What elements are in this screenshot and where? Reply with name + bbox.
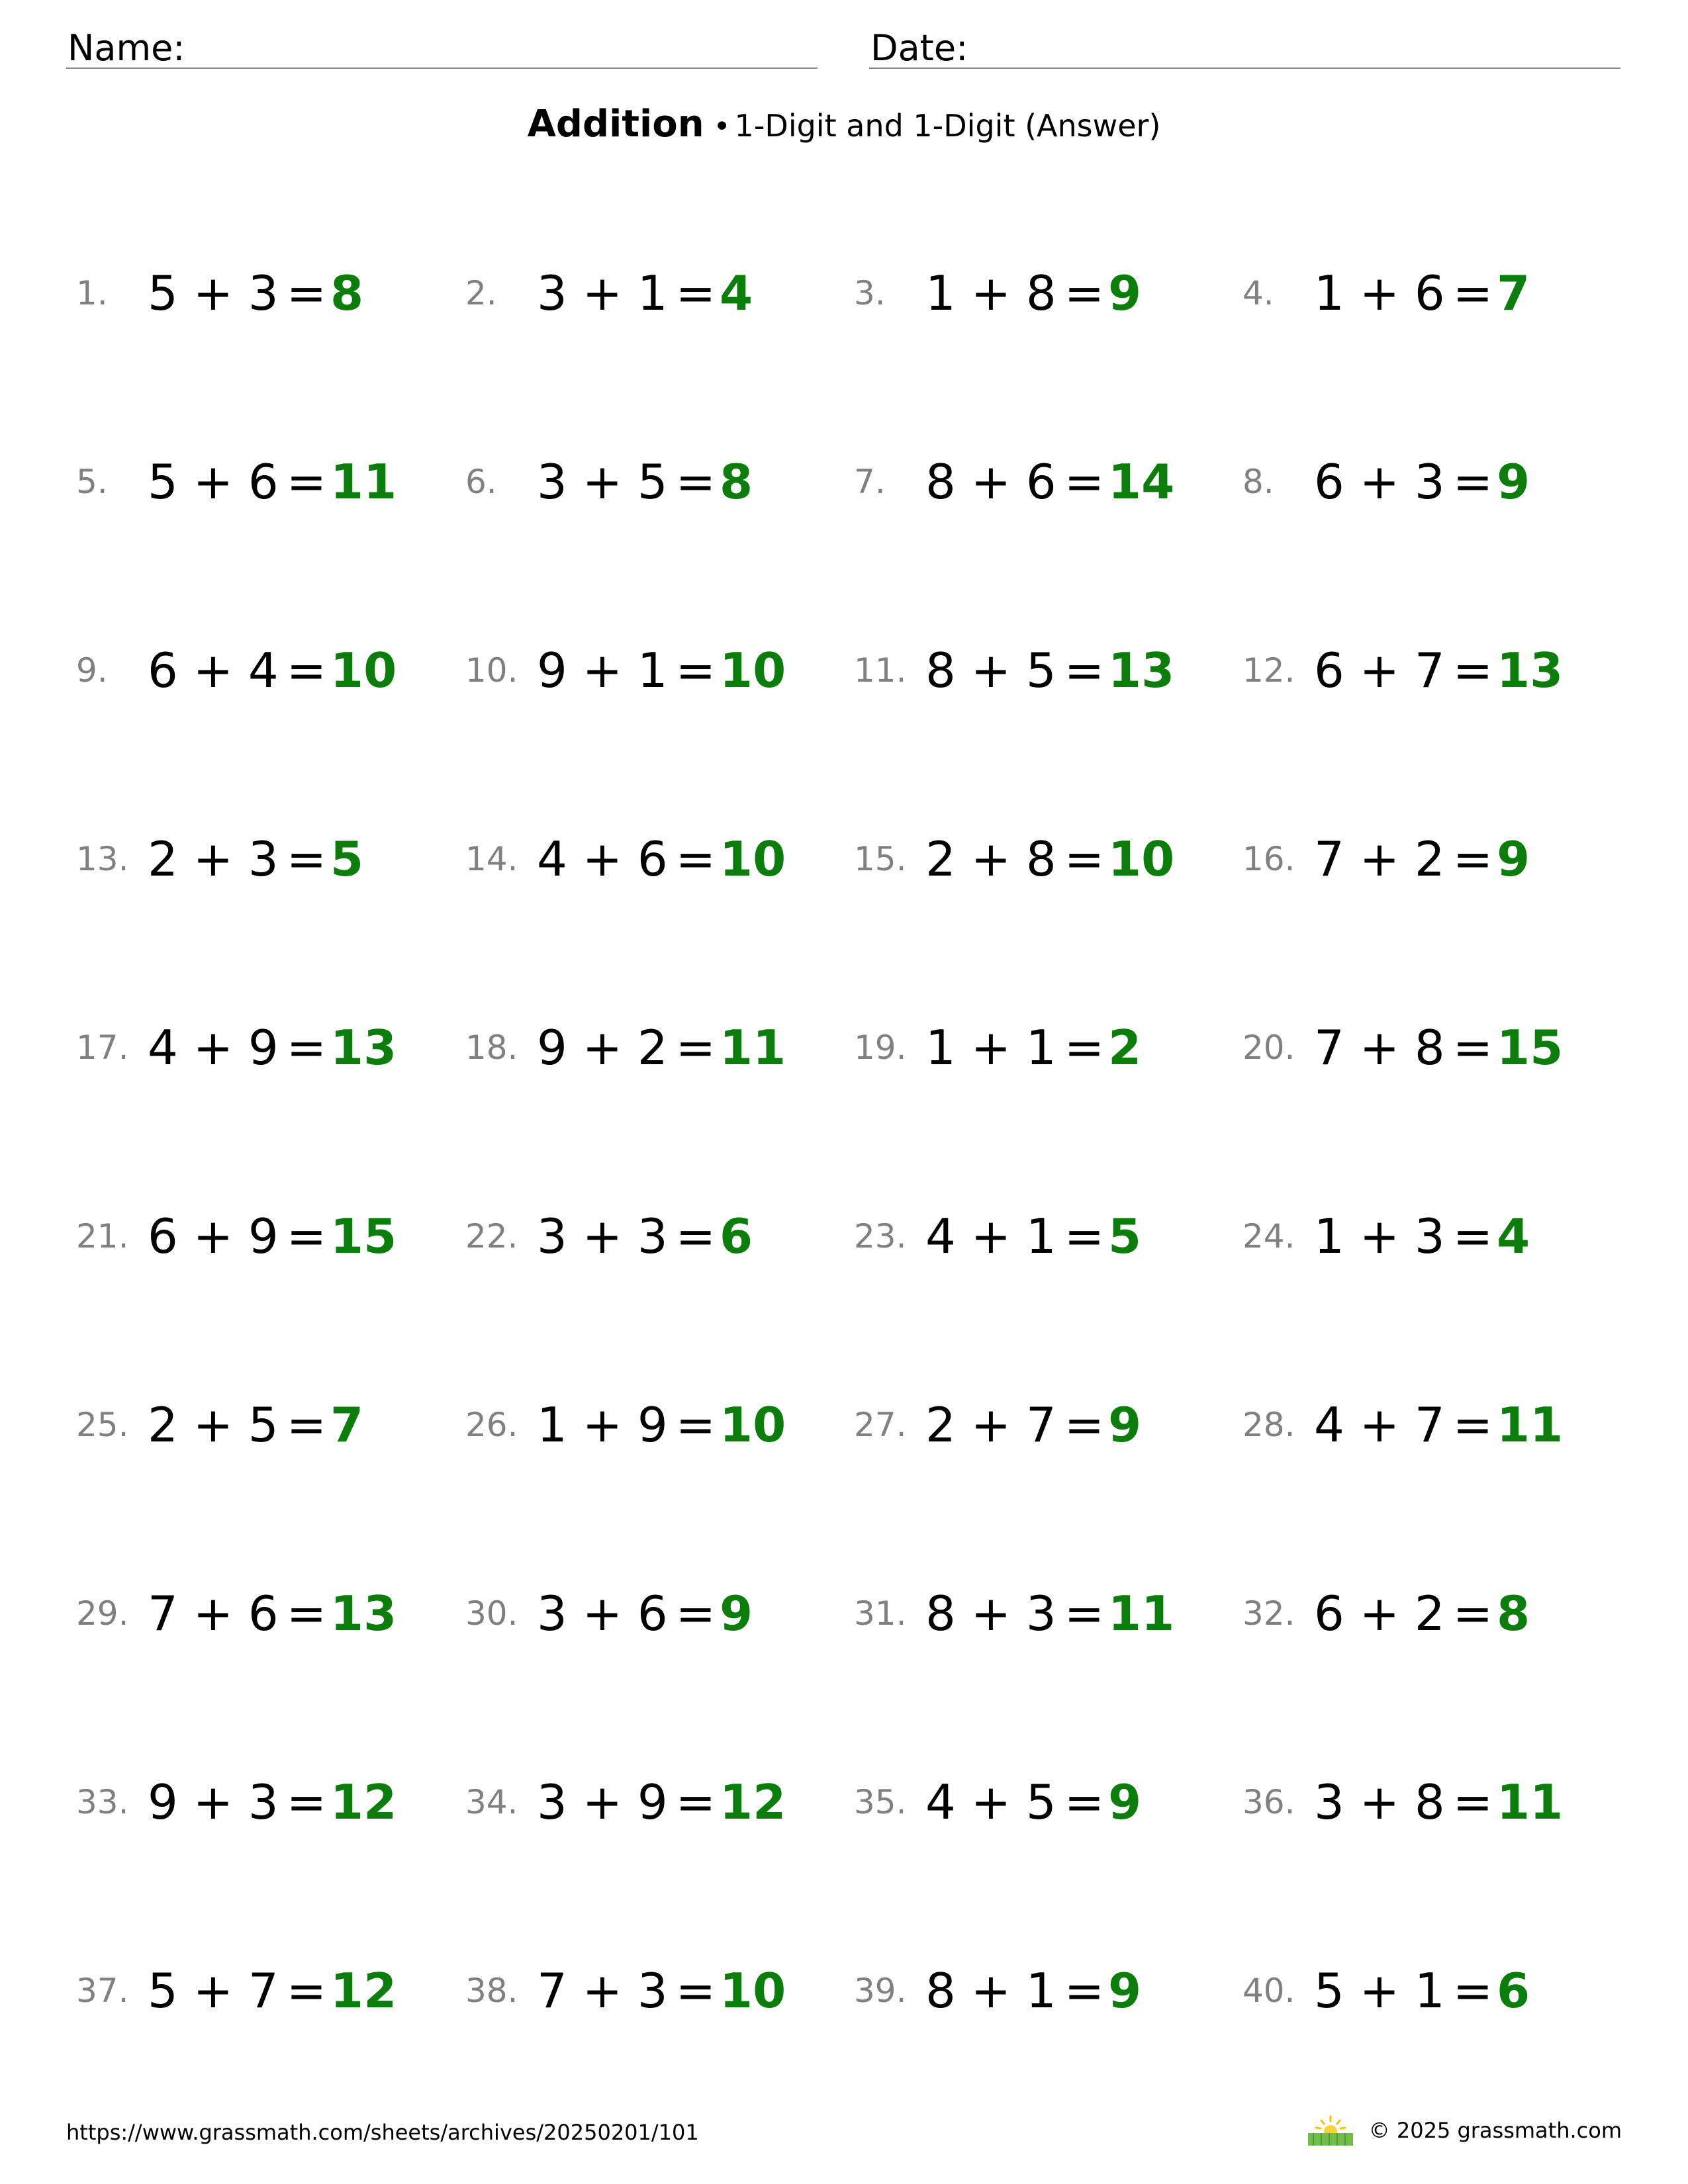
problem-answer: 11 [1108,1586,1175,1641]
problem-answer: 4 [720,265,753,321]
problem-number: 23. [854,1217,907,1255]
problem-answer: 13 [1497,643,1564,698]
problem-item [465,826,786,892]
equals-sign: = [286,1586,327,1641]
equals-sign: = [1064,1020,1105,1075]
problem-answer: 9 [720,1586,753,1641]
problem-number: 7. [854,463,886,501]
equals-sign: = [675,1020,716,1075]
problem-number: 40. [1243,1972,1295,2010]
problem-item [854,1958,1141,2024]
problem-expression: 2 + 8 [925,831,1056,887]
problem-expression: 6 + 9 [148,1208,279,1264]
equals-sign: = [1452,831,1493,887]
problem-number: 1. [76,274,108,312]
problem-item [465,1015,786,1081]
problem-answer: 4 [1497,1208,1530,1264]
problem-expression: 4 + 9 [148,1020,279,1075]
problem-number: 18. [465,1028,518,1067]
problem-item [1243,1015,1563,1081]
problem-item [1243,1203,1530,1269]
problem-expression: 3 + 8 [1314,1774,1445,1830]
title-bullet: • [713,110,731,144]
problem-item [465,1580,753,1647]
problem-item [1243,637,1563,704]
problem-item [854,1015,1141,1081]
problem-number: 26. [465,1406,518,1444]
problem-number: 35. [854,1783,907,1821]
problem-answer: 12 [330,1774,397,1830]
equals-sign: = [675,1586,716,1641]
problem-expression: 3 + 6 [537,1586,668,1641]
problem-item [854,1769,1141,1835]
problem-item [76,1769,397,1835]
problem-expression: 3 + 5 [537,454,668,510]
problem-number: 9. [76,651,108,690]
problem-number: 13. [76,840,129,878]
equals-sign: = [1452,643,1493,698]
problem-item [76,826,363,892]
problem-answer: 9 [1497,831,1530,887]
problem-item [854,260,1141,326]
problem-item [76,449,397,515]
equals-sign: = [1064,643,1105,698]
equals-sign: = [1452,1020,1493,1075]
problem-item [1243,1580,1530,1647]
problem-answer: 9 [1108,1774,1142,1830]
problem-expression: 9 + 3 [148,1774,279,1830]
problem-expression: 5 + 3 [148,265,279,321]
problem-item [854,1203,1141,1269]
problem-item [76,1203,397,1269]
problem-answer: 8 [1497,1586,1530,1641]
problem-number: 34. [465,1783,518,1821]
equals-sign: = [286,1397,327,1453]
problem-answer: 5 [1108,1208,1142,1264]
problem-item [76,1392,363,1458]
equals-sign: = [286,1963,327,2019]
problem-item [1243,1958,1530,2024]
equals-sign: = [675,454,716,510]
problem-item [465,1958,786,2024]
problem-expression: 5 + 6 [148,454,279,510]
problem-item [76,1958,397,2024]
problem-answer: 7 [1497,265,1530,321]
problem-answer: 15 [1497,1020,1564,1075]
problem-expression: 5 + 7 [148,1963,279,2019]
problem-item [465,260,753,326]
problem-answer: 2 [1108,1020,1142,1075]
problem-item [465,1392,786,1458]
problem-answer: 11 [1497,1397,1564,1453]
equals-sign: = [1452,1208,1493,1264]
problem-expression: 1 + 9 [537,1397,668,1453]
equals-sign: = [675,1208,716,1264]
equals-sign: = [286,1208,327,1264]
equals-sign: = [286,831,327,887]
problem-answer: 9 [1108,1397,1142,1453]
problem-number: 36. [1243,1783,1295,1821]
problem-expression: 3 + 1 [537,265,668,321]
problem-expression: 4 + 1 [925,1208,1056,1264]
equals-sign: = [286,643,327,698]
problem-number: 31. [854,1594,907,1633]
problem-answer: 13 [330,1020,397,1075]
problem-expression: 1 + 3 [1314,1208,1445,1264]
problem-answer: 12 [720,1774,786,1830]
problem-expression: 4 + 7 [1314,1397,1445,1453]
problem-number: 28. [1243,1406,1295,1444]
equals-sign: = [1452,1586,1493,1641]
problem-answer: 9 [1108,1963,1142,2019]
equals-sign: = [1452,1963,1493,2019]
problem-expression: 6 + 3 [1314,454,1445,510]
equals-sign: = [1452,1774,1493,1830]
equals-sign: = [1452,265,1493,321]
problem-expression: 7 + 8 [1314,1020,1445,1075]
problem-answer: 13 [330,1586,397,1641]
problem-number: 11. [854,651,907,690]
problem-expression: 8 + 1 [925,1963,1056,2019]
problem-expression: 2 + 5 [148,1397,279,1453]
equals-sign: = [1452,454,1493,510]
equals-sign: = [1064,1963,1105,2019]
problem-number: 30. [465,1594,518,1633]
problem-number: 32. [1243,1594,1295,1633]
problem-expression: 7 + 2 [1314,831,1445,887]
problem-answer: 8 [330,265,364,321]
problem-number: 12. [1243,651,1295,690]
equals-sign: = [286,1020,327,1075]
problem-number: 37. [76,1972,129,2010]
problem-answer: 9 [1497,454,1530,510]
problem-number: 20. [1243,1028,1295,1067]
problem-number: 15. [854,840,907,878]
problem-expression: 9 + 1 [537,643,668,698]
problem-number: 4. [1243,274,1274,312]
problem-number: 5. [76,463,108,501]
equals-sign: = [1064,1774,1105,1830]
problem-number: 25. [76,1406,129,1444]
problem-item [465,637,786,704]
problem-number: 17. [76,1028,129,1067]
problem-expression: 8 + 6 [925,454,1056,510]
equals-sign: = [675,1963,716,2019]
problem-number: 39. [854,1972,907,2010]
problem-number: 3. [854,274,886,312]
problem-expression: 8 + 5 [925,643,1056,698]
problem-expression: 6 + 4 [148,643,279,698]
problem-expression: 6 + 2 [1314,1586,1445,1641]
equals-sign: = [675,265,716,321]
problem-item [76,1580,397,1647]
problem-expression: 5 + 1 [1314,1963,1445,2019]
problem-expression: 3 + 9 [537,1774,668,1830]
problem-item [854,637,1174,704]
problem-answer: 10 [720,643,786,698]
problem-item [1243,826,1530,892]
problem-answer: 10 [720,831,786,887]
problem-number: 27. [854,1406,907,1444]
equals-sign: = [675,831,716,887]
equals-sign: = [675,1397,716,1453]
problem-answer: 11 [330,454,397,510]
equals-sign: = [1064,265,1105,321]
problem-answer: 6 [1497,1963,1530,2019]
problem-expression: 6 + 7 [1314,643,1445,698]
problem-expression: 1 + 8 [925,265,1056,321]
problem-number: 2. [465,274,497,312]
problem-answer: 9 [1108,265,1142,321]
problem-item [1243,1392,1563,1458]
problem-item [76,260,363,326]
equals-sign: = [286,454,327,510]
problem-expression: 1 + 6 [1314,265,1445,321]
problem-item [465,449,753,515]
problem-expression: 2 + 7 [925,1397,1056,1453]
equals-sign: = [286,265,327,321]
problem-item [1243,1769,1563,1835]
footer-brand [1307,2114,1622,2147]
problem-answer: 8 [720,454,753,510]
name-label: Name: [68,27,185,69]
problem-number: 29. [76,1594,129,1633]
problem-item [854,449,1174,515]
footer-url: https://www.grassmath.com/sheets/archives/20250201/101 [66,2120,699,2145]
equals-sign: = [1064,1208,1105,1264]
problem-number: 22. [465,1217,518,1255]
problem-number: 33. [76,1783,129,1821]
problem-answer: 11 [720,1020,786,1075]
title-subtitle: 1-Digit and 1-Digit (Answer) [734,108,1161,144]
equals-sign: = [675,643,716,698]
equals-sign: = [1064,1397,1105,1453]
problem-item [1243,449,1530,515]
date-label: Date: [870,27,968,69]
problem-item [854,1392,1141,1458]
problem-answer: 6 [720,1208,753,1264]
problem-number: 24. [1243,1217,1295,1255]
problem-answer: 14 [1108,454,1175,510]
problem-answer: 11 [1497,1774,1564,1830]
problem-answer: 10 [720,1963,786,2019]
problem-expression: 7 + 6 [148,1586,279,1641]
problem-item [76,1015,397,1081]
problem-expression: 9 + 2 [537,1020,668,1075]
problem-number: 8. [1243,463,1274,501]
equals-sign: = [286,1774,327,1830]
problem-expression: 3 + 3 [537,1208,668,1264]
problem-answer: 13 [1108,643,1175,698]
problem-answer: 12 [330,1963,397,2019]
problem-item [1243,260,1530,326]
problem-number: 6. [465,463,497,501]
problem-expression: 4 + 5 [925,1774,1056,1830]
problem-answer: 7 [330,1397,364,1453]
problem-item [76,637,397,704]
equals-sign: = [675,1774,716,1830]
problem-expression: 4 + 6 [537,831,668,887]
problem-number: 14. [465,840,518,878]
equals-sign: = [1064,454,1105,510]
grass-sun-logo-icon [1307,2114,1354,2147]
copyright: © 2025 grassmath.com [1368,2118,1622,2143]
problem-number: 10. [465,651,518,690]
problem-item [854,1580,1174,1647]
problem-item [854,826,1174,892]
title-main: Addition [527,103,704,146]
problem-expression: 2 + 3 [148,831,279,887]
problem-number: 21. [76,1217,129,1255]
equals-sign: = [1064,831,1105,887]
problem-number: 38. [465,1972,518,2010]
equals-sign: = [1452,1397,1493,1453]
equals-sign: = [1064,1586,1105,1641]
problem-answer: 15 [330,1208,397,1264]
problem-answer: 5 [330,831,364,887]
problem-answer: 10 [720,1397,786,1453]
problem-item [465,1203,753,1269]
problem-answer: 10 [330,643,397,698]
problem-answer: 10 [1108,831,1175,887]
problem-number: 16. [1243,840,1295,878]
problem-expression: 7 + 3 [537,1963,668,2019]
problem-number: 19. [854,1028,907,1067]
problem-expression: 8 + 3 [925,1586,1056,1641]
problem-expression: 1 + 1 [925,1020,1056,1075]
problem-item [465,1769,786,1835]
